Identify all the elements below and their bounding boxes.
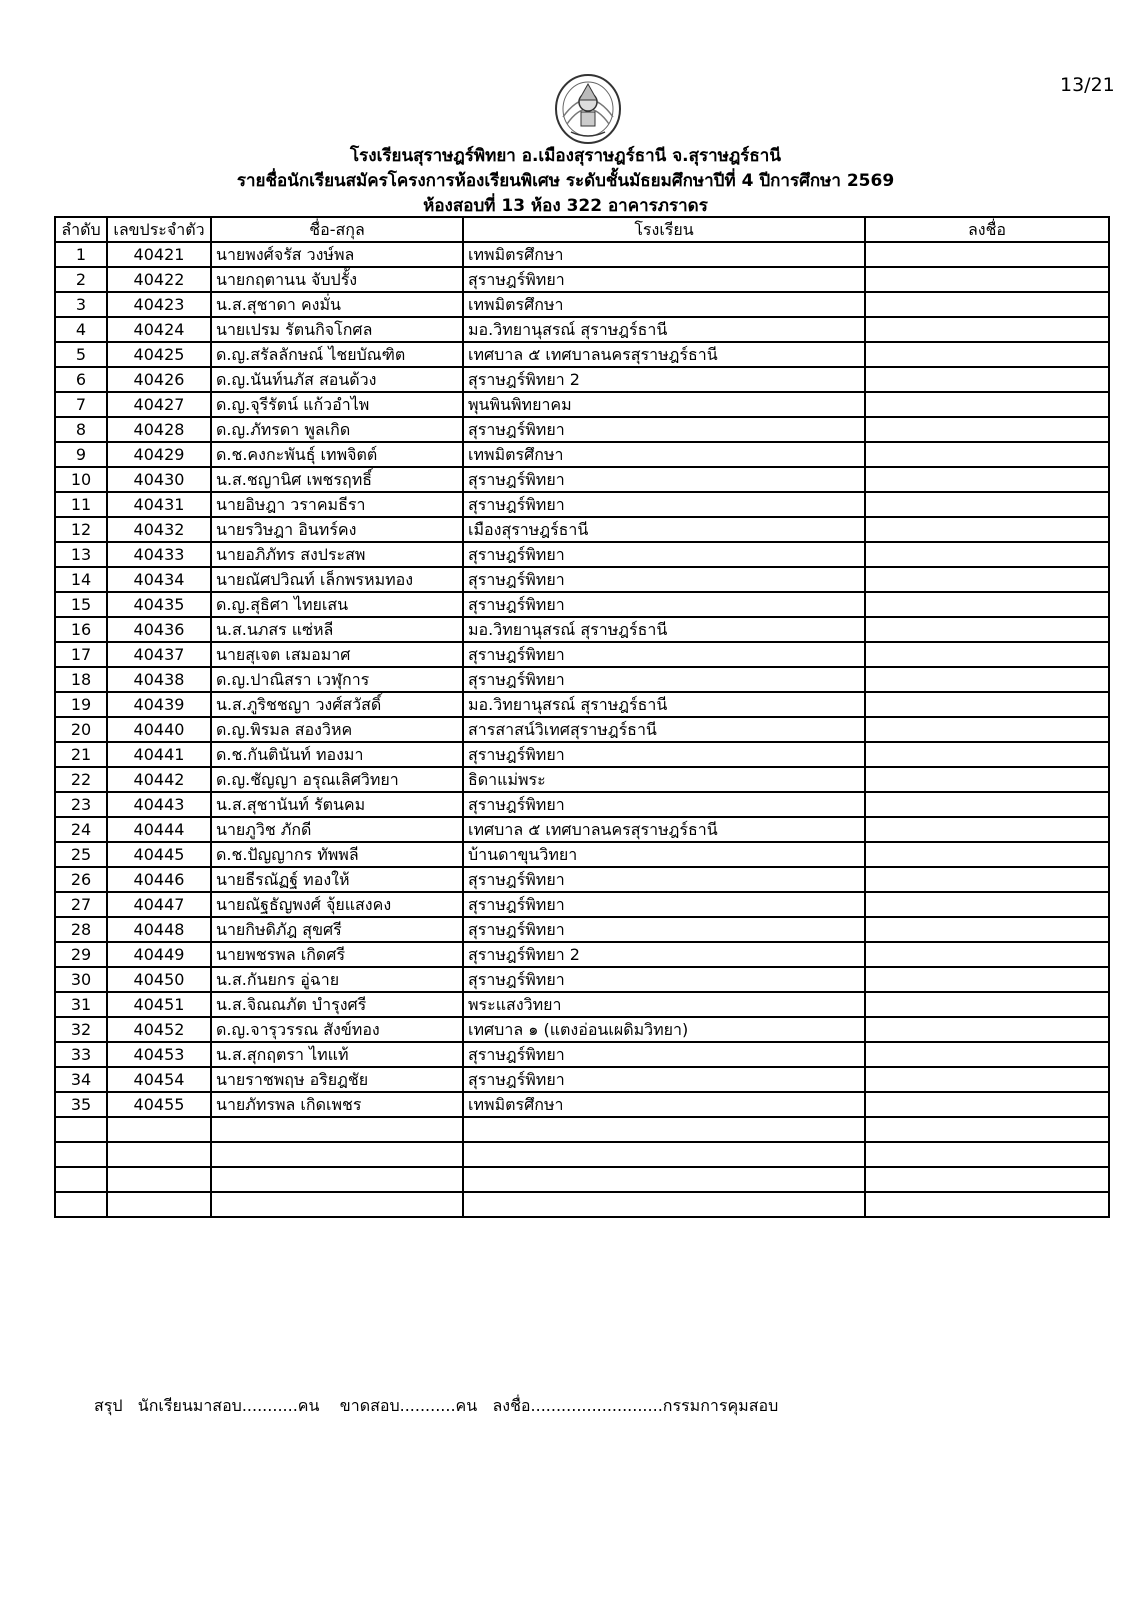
cell-school: เทพมิตรศึกษา — [463, 242, 865, 267]
summary-line: สรุป นักเรียนมาสอบ...........คน ขาดสอบ...........คน ลงชื่อ..........................กรรมการคุมสอบ — [94, 1396, 779, 1415]
empty-cell — [55, 1117, 107, 1142]
header-student-id: เลขประจำตัว — [107, 217, 211, 242]
cell-full-name: ด.ญ.ชัญญา อรุณเลิศวิทยา — [211, 767, 463, 792]
table-row — [55, 867, 1109, 892]
table-row — [55, 367, 1109, 392]
cell-signature — [865, 792, 1109, 817]
cell-full-name: น.ส.กันยกร อู่ฉาย — [211, 967, 463, 992]
cell-school: เทศบาล ๑ (แตงอ่อนเผดิมวิทยา) — [463, 1017, 865, 1042]
cell-school: สารสาสน์วิเทศสุราษฎร์ธานี — [463, 717, 865, 742]
cell-student-id: 40453 — [107, 1042, 211, 1067]
cell-student-id: 40441 — [107, 742, 211, 767]
student-roster-table — [54, 216, 1110, 1218]
cell-school: มอ.วิทยานุสรณ์ สุราษฎร์ธานี — [463, 692, 865, 717]
cell-student-id: 40440 — [107, 717, 211, 742]
table-row — [55, 342, 1109, 367]
cell-signature — [865, 367, 1109, 392]
empty-cell — [107, 1142, 211, 1167]
cell-full-name: นายภัทรพล เกิดเพชร — [211, 1092, 463, 1117]
cell-student-id: 40447 — [107, 892, 211, 917]
cell-student-id: 40425 — [107, 342, 211, 367]
table-row — [55, 567, 1109, 592]
cell-full-name: น.ส.จิณณภัต บำรุงศรี — [211, 992, 463, 1017]
cell-full-name: นายธีรณัฏฐ์ ทองให้ — [211, 867, 463, 892]
cell-signature — [865, 317, 1109, 342]
empty-cell — [211, 1167, 463, 1192]
cell-school: สุราษฎร์พิทยา 2 — [463, 367, 865, 392]
cell-order: 24 — [55, 817, 107, 842]
table-row — [55, 1067, 1109, 1092]
cell-signature — [865, 942, 1109, 967]
cell-full-name: นายกิษดิภัฎ สุขศรี — [211, 917, 463, 942]
cell-student-id: 40436 — [107, 617, 211, 642]
cell-school: สุราษฎร์พิทยา — [463, 492, 865, 517]
empty-row — [55, 1117, 1109, 1142]
cell-full-name: น.ส.ภูริชชญา วงศ์สวัสดิ์ — [211, 692, 463, 717]
cell-student-id: 40445 — [107, 842, 211, 867]
cell-signature — [865, 1092, 1109, 1117]
table-row — [55, 542, 1109, 567]
table-row — [55, 442, 1109, 467]
empty-cell — [463, 1167, 865, 1192]
empty-cell — [865, 1192, 1109, 1217]
table-row — [55, 467, 1109, 492]
cell-school: สุราษฎร์พิทยา — [463, 917, 865, 942]
cell-signature — [865, 542, 1109, 567]
table-row — [55, 1092, 1109, 1117]
cell-school: สุราษฎร์พิทยา — [463, 417, 865, 442]
empty-cell — [55, 1192, 107, 1217]
cell-signature — [865, 867, 1109, 892]
cell-student-id: 40443 — [107, 792, 211, 817]
cell-order: 34 — [55, 1067, 107, 1092]
cell-student-id: 40423 — [107, 292, 211, 317]
cell-student-id: 40450 — [107, 967, 211, 992]
cell-full-name: นายราชพฤษ อริยฎชัย — [211, 1067, 463, 1092]
header-school: โรงเรียน — [463, 217, 865, 242]
cell-order: 23 — [55, 792, 107, 817]
cell-order: 20 — [55, 717, 107, 742]
table-row — [55, 992, 1109, 1017]
cell-school: สุราษฎร์พิทยา — [463, 892, 865, 917]
cell-school: สุราษฎร์พิทยา 2 — [463, 942, 865, 967]
cell-order: 16 — [55, 617, 107, 642]
empty-cell — [55, 1142, 107, 1167]
table-header-row — [55, 217, 1109, 242]
cell-student-id: 40431 — [107, 492, 211, 517]
cell-signature — [865, 1067, 1109, 1092]
table-row — [55, 392, 1109, 417]
cell-order: 15 — [55, 592, 107, 617]
cell-order: 11 — [55, 492, 107, 517]
empty-row — [55, 1192, 1109, 1217]
cell-school: สุราษฎร์พิทยา — [463, 467, 865, 492]
cell-student-id: 40432 — [107, 517, 211, 542]
cell-full-name: น.ส.สุชานันท์ รัตนคม — [211, 792, 463, 817]
cell-full-name: นายภูวิช ภักดี — [211, 817, 463, 842]
cell-signature — [865, 567, 1109, 592]
cell-signature — [865, 817, 1109, 842]
cell-order: 26 — [55, 867, 107, 892]
empty-cell — [107, 1167, 211, 1192]
table-row — [55, 942, 1109, 967]
cell-student-id: 40454 — [107, 1067, 211, 1092]
cell-student-id: 40430 — [107, 467, 211, 492]
empty-cell — [211, 1142, 463, 1167]
empty-cell — [865, 1142, 1109, 1167]
cell-order: 6 — [55, 367, 107, 392]
table-row — [55, 667, 1109, 692]
cell-order: 28 — [55, 917, 107, 942]
cell-student-id: 40427 — [107, 392, 211, 417]
cell-school: เทศบาล ๕ เทศบาลนครสุราษฎร์ธานี — [463, 342, 865, 367]
cell-signature — [865, 967, 1109, 992]
cell-full-name: ด.ญ.จารุวรรณ สังข์ทอง — [211, 1017, 463, 1042]
cell-order: 33 — [55, 1042, 107, 1067]
cell-signature — [865, 767, 1109, 792]
table-row — [55, 1017, 1109, 1042]
empty-row — [55, 1142, 1109, 1167]
cell-signature — [865, 292, 1109, 317]
cell-order: 8 — [55, 417, 107, 442]
cell-school: เทพมิตรศึกษา — [463, 1092, 865, 1117]
cell-student-id: 40451 — [107, 992, 211, 1017]
table-row — [55, 692, 1109, 717]
cell-signature — [865, 242, 1109, 267]
cell-full-name: นายรวิษฎา อินทร์คง — [211, 517, 463, 542]
empty-cell — [463, 1192, 865, 1217]
cell-full-name: น.ส.ชญานิศ เพชรฤทธิ์ — [211, 467, 463, 492]
cell-school: มอ.วิทยานุสรณ์ สุราษฎร์ธานี — [463, 617, 865, 642]
cell-signature — [865, 692, 1109, 717]
cell-student-id: 40439 — [107, 692, 211, 717]
cell-student-id: 40433 — [107, 542, 211, 567]
header-full-name: ชื่อ-สกุล — [211, 217, 463, 242]
cell-signature — [865, 1042, 1109, 1067]
cell-signature — [865, 417, 1109, 442]
table-row — [55, 417, 1109, 442]
cell-signature — [865, 992, 1109, 1017]
cell-full-name: นายณัศปวิณท์ เล็กพรหมทอง — [211, 567, 463, 592]
cell-order: 27 — [55, 892, 107, 917]
cell-order: 12 — [55, 517, 107, 542]
cell-signature — [865, 517, 1109, 542]
cell-school: เทศบาล ๕ เทศบาลนครสุราษฎร์ธานี — [463, 817, 865, 842]
table-row — [55, 617, 1109, 642]
cell-student-id: 40426 — [107, 367, 211, 392]
cell-full-name: นายพงศ์จรัส วงษ์พล — [211, 242, 463, 267]
cell-school: สุราษฎร์พิทยา — [463, 592, 865, 617]
cell-school: สุราษฎร์พิทยา — [463, 1042, 865, 1067]
school-name-heading: โรงเรียนสุราษฎร์พิทยา อ.เมืองสุราษฎร์ธานี จ.สุราษฎร์ธานี — [350, 146, 781, 166]
cell-signature — [865, 592, 1109, 617]
cell-student-id: 40438 — [107, 667, 211, 692]
cell-signature — [865, 267, 1109, 292]
cell-school: มอ.วิทยานุสรณ์ สุราษฎร์ธานี — [463, 317, 865, 342]
cell-full-name: ด.ญ.จุรีรัตน์ แก้วอำไพ — [211, 392, 463, 417]
table-row — [55, 517, 1109, 542]
cell-order: 10 — [55, 467, 107, 492]
cell-full-name: นายพชรพล เกิดศรี — [211, 942, 463, 967]
empty-cell — [865, 1167, 1109, 1192]
cell-school: สุราษฎร์พิทยา — [463, 567, 865, 592]
cell-school: สุราษฎร์พิทยา — [463, 542, 865, 567]
table-row — [55, 292, 1109, 317]
document-title: รายชื่อนักเรียนสมัครโครงการห้องเรียนพิเศษ ระดับชั้นมัธยมศึกษาปีที่ 4 ปีการศึกษา 2569 — [236, 171, 895, 191]
cell-order: 1 — [55, 242, 107, 267]
cell-student-id: 40435 — [107, 592, 211, 617]
cell-signature — [865, 617, 1109, 642]
empty-cell — [463, 1142, 865, 1167]
cell-school: พุนพินพิทยาคม — [463, 392, 865, 417]
table-row — [55, 817, 1109, 842]
cell-order: 30 — [55, 967, 107, 992]
cell-student-id: 40428 — [107, 417, 211, 442]
table-row — [55, 917, 1109, 942]
cell-school: สุราษฎร์พิทยา — [463, 867, 865, 892]
cell-signature — [865, 442, 1109, 467]
cell-student-id: 40446 — [107, 867, 211, 892]
cell-full-name: ด.ช.ปัญญากร ทัพพลี — [211, 842, 463, 867]
cell-order: 9 — [55, 442, 107, 467]
empty-cell — [107, 1117, 211, 1142]
school-seal-icon — [553, 72, 623, 146]
cell-full-name: น.ส.สุกฤตรา ไทแท้ — [211, 1042, 463, 1067]
empty-row — [55, 1167, 1109, 1192]
cell-school: สุราษฎร์พิทยา — [463, 742, 865, 767]
cell-school: สุราษฎร์พิทยา — [463, 792, 865, 817]
cell-order: 35 — [55, 1092, 107, 1117]
cell-signature — [865, 392, 1109, 417]
cell-full-name: นายณัฐธัญพงศ์ จุ้ยแสงคง — [211, 892, 463, 917]
table-row — [55, 492, 1109, 517]
cell-order: 32 — [55, 1017, 107, 1042]
cell-order: 2 — [55, 267, 107, 292]
cell-full-name: ด.ญ.ภัทรดา พูลเกิด — [211, 417, 463, 442]
header-order: ลำดับ — [55, 217, 107, 242]
cell-student-id: 40448 — [107, 917, 211, 942]
cell-signature — [865, 917, 1109, 942]
cell-full-name: ด.ญ.ปาณิสรา เวฬุการ — [211, 667, 463, 692]
empty-cell — [55, 1167, 107, 1192]
cell-signature — [865, 717, 1109, 742]
cell-full-name: นายกฤตานน จับปรั้ง — [211, 267, 463, 292]
table-row — [55, 1042, 1109, 1067]
cell-order: 5 — [55, 342, 107, 367]
cell-signature — [865, 642, 1109, 667]
cell-order: 25 — [55, 842, 107, 867]
cell-signature — [865, 842, 1109, 867]
table-row — [55, 967, 1109, 992]
cell-student-id: 40422 — [107, 267, 211, 292]
header-signature: ลงชื่อ — [865, 217, 1109, 242]
cell-student-id: 40444 — [107, 817, 211, 842]
cell-order: 14 — [55, 567, 107, 592]
cell-signature — [865, 1017, 1109, 1042]
cell-school: สุราษฎร์พิทยา — [463, 1067, 865, 1092]
cell-full-name: น.ส.สุชาดา คงมั่น — [211, 292, 463, 317]
cell-student-id: 40424 — [107, 317, 211, 342]
cell-school: บ้านดาขุนวิทยา — [463, 842, 865, 867]
table-row — [55, 792, 1109, 817]
cell-signature — [865, 892, 1109, 917]
empty-cell — [211, 1117, 463, 1142]
cell-order: 31 — [55, 992, 107, 1017]
cell-school: เทพมิตรศึกษา — [463, 292, 865, 317]
page-number: 13/21 — [1060, 74, 1115, 96]
cell-order: 29 — [55, 942, 107, 967]
cell-full-name: นายสุเจต เสมอมาศ — [211, 642, 463, 667]
cell-full-name: นายอิษฎา วราคมธีรา — [211, 492, 463, 517]
cell-order: 19 — [55, 692, 107, 717]
cell-order: 3 — [55, 292, 107, 317]
table-row — [55, 892, 1109, 917]
cell-student-id: 40449 — [107, 942, 211, 967]
exam-room-heading: ห้องสอบที่ 13 ห้อง 322 อาคารภราดร — [423, 196, 708, 216]
empty-cell — [107, 1192, 211, 1217]
cell-signature — [865, 492, 1109, 517]
cell-full-name: ด.ช.คงกะพันธุ์ เทพจิตต์ — [211, 442, 463, 467]
cell-student-id: 40421 — [107, 242, 211, 267]
cell-school: สุราษฎร์พิทยา — [463, 967, 865, 992]
empty-cell — [463, 1117, 865, 1142]
cell-signature — [865, 342, 1109, 367]
cell-school: สุราษฎร์พิทยา — [463, 267, 865, 292]
cell-full-name: ด.ญ.พิรมล สองวิหค — [211, 717, 463, 742]
cell-order: 22 — [55, 767, 107, 792]
cell-order: 21 — [55, 742, 107, 767]
cell-school: เมืองสุราษฎร์ธานี — [463, 517, 865, 542]
table-row — [55, 592, 1109, 617]
cell-order: 18 — [55, 667, 107, 692]
cell-signature — [865, 667, 1109, 692]
cell-full-name: ด.ญ.สุธิศา ไทยเสน — [211, 592, 463, 617]
cell-school: เทพมิตรศึกษา — [463, 442, 865, 467]
cell-full-name: นายเปรม รัตนกิจโกศล — [211, 317, 463, 342]
cell-full-name: ด.ญ.นันท์นภัส สอนด้วง — [211, 367, 463, 392]
cell-full-name: น.ส.นภสร แซ่หลี — [211, 617, 463, 642]
table-row — [55, 742, 1109, 767]
cell-order: 4 — [55, 317, 107, 342]
table-row — [55, 242, 1109, 267]
cell-school: ธิดาแม่พระ — [463, 767, 865, 792]
cell-student-id: 40455 — [107, 1092, 211, 1117]
table-row — [55, 317, 1109, 342]
empty-cell — [211, 1192, 463, 1217]
table-row — [55, 717, 1109, 742]
cell-school: สุราษฎร์พิทยา — [463, 642, 865, 667]
cell-signature — [865, 467, 1109, 492]
cell-school: สุราษฎร์พิทยา — [463, 667, 865, 692]
cell-full-name: นายอภิภัทร สงประสพ — [211, 542, 463, 567]
cell-student-id: 40434 — [107, 567, 211, 592]
table-row — [55, 267, 1109, 292]
cell-full-name: ด.ช.กันตินันท์ ทองมา — [211, 742, 463, 767]
table-row — [55, 767, 1109, 792]
cell-student-id: 40452 — [107, 1017, 211, 1042]
table-row — [55, 842, 1109, 867]
cell-signature — [865, 742, 1109, 767]
cell-school: พระแสงวิทยา — [463, 992, 865, 1017]
cell-full-name: ด.ญ.สรัลลักษณ์ ไชยบัณฑิต — [211, 342, 463, 367]
table-row — [55, 642, 1109, 667]
cell-order: 13 — [55, 542, 107, 567]
cell-student-id: 40437 — [107, 642, 211, 667]
cell-order: 17 — [55, 642, 107, 667]
cell-student-id: 40442 — [107, 767, 211, 792]
cell-student-id: 40429 — [107, 442, 211, 467]
cell-order: 7 — [55, 392, 107, 417]
empty-cell — [865, 1117, 1109, 1142]
